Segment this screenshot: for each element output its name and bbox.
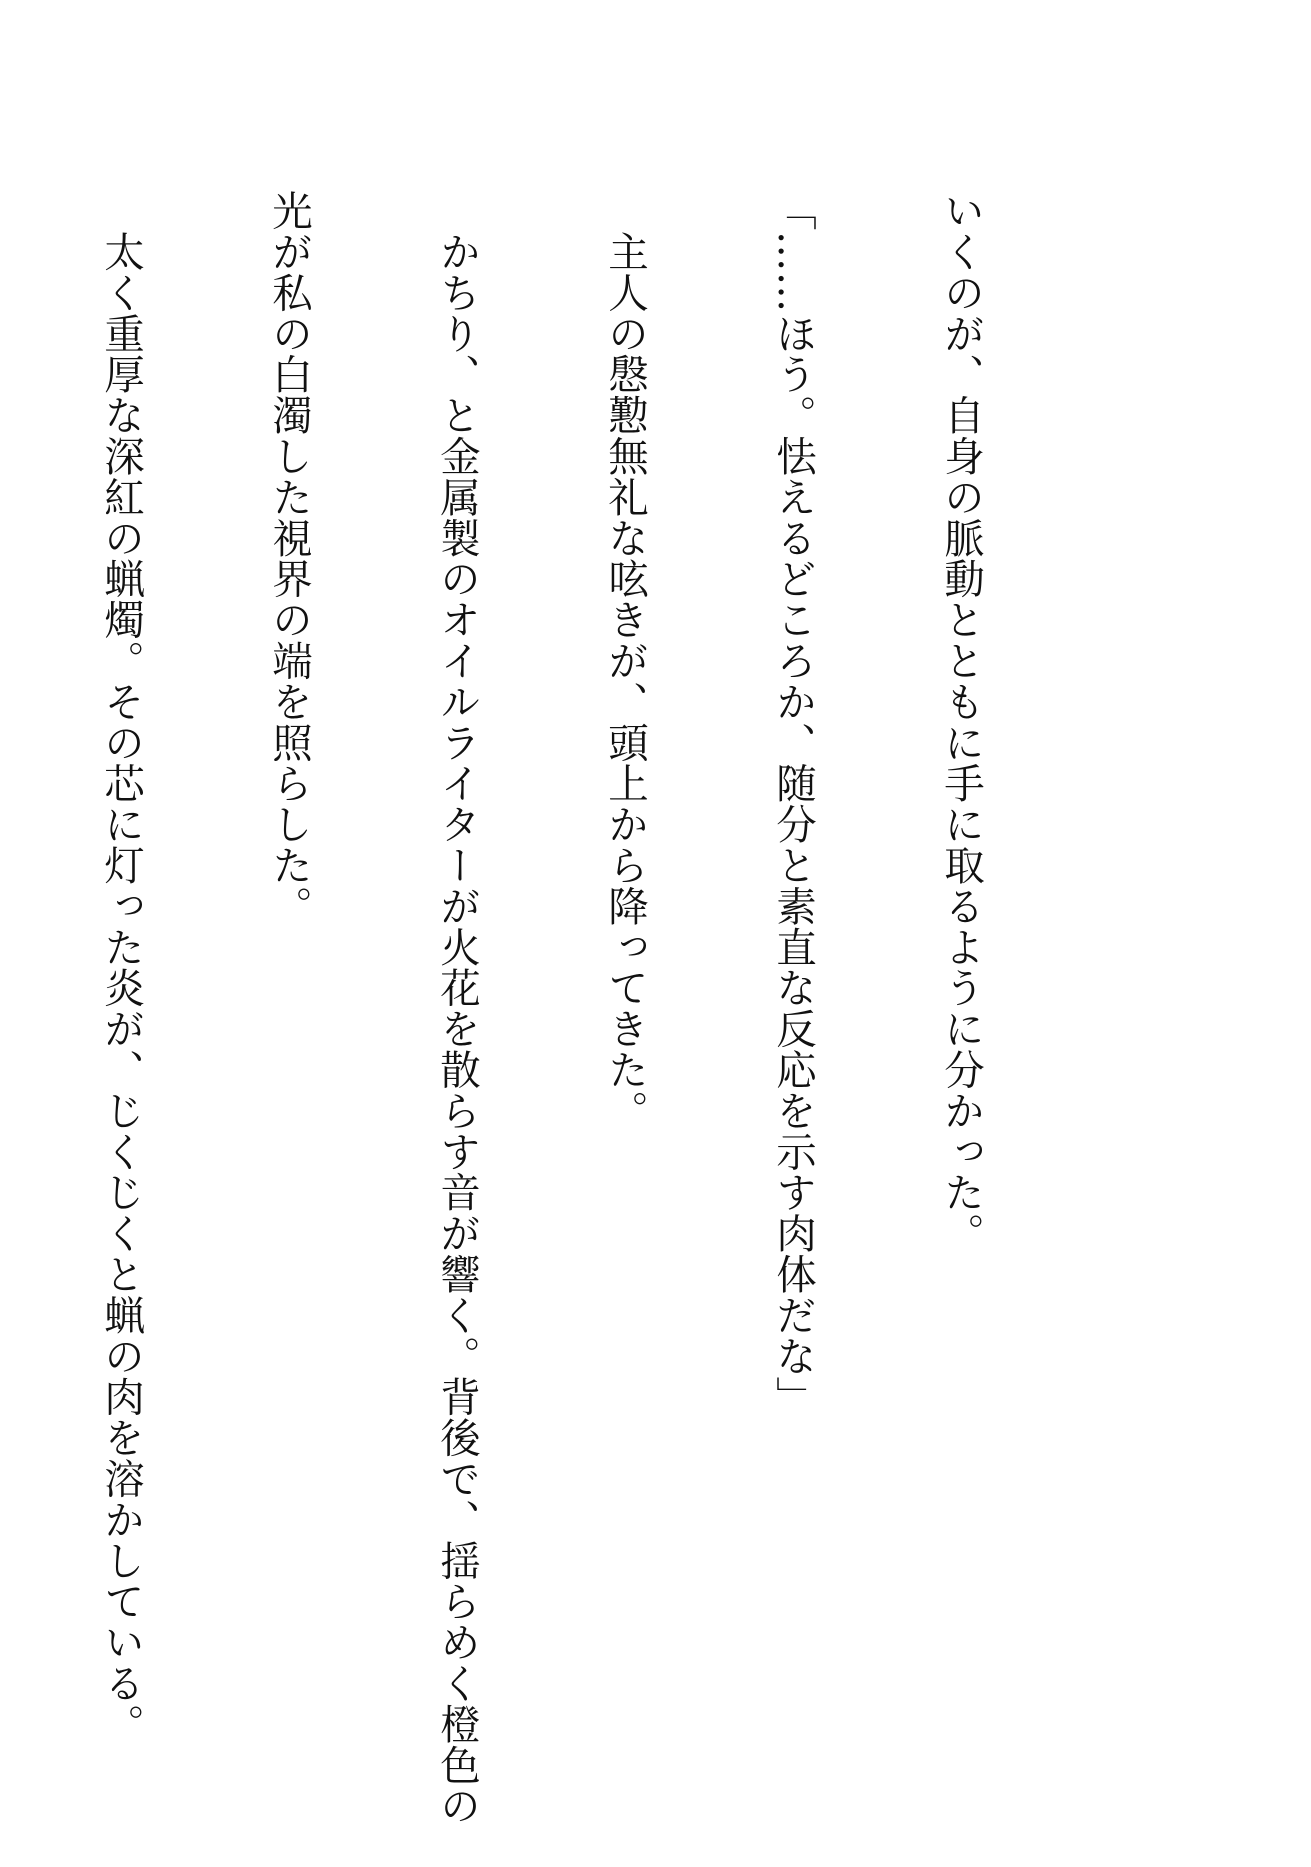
- text-line: いくのが、自身の脈動とともに手に取るように分かった。: [937, 190, 985, 1254]
- text-line: 「……ほう。怯えるどころか、随分と素直な反応を示す肉体だな」: [769, 190, 817, 1417]
- text-line: 太く重厚な深紅の蝋燭。その芯に灯った炎が、じくじくと蝋の肉を溶かしている。: [97, 190, 145, 1745]
- text-line: 主人の慇懃無礼な呟きが、頭上から降ってきた。: [601, 190, 649, 1131]
- vertical-text-body: [0, 190, 1101, 1826]
- text-line: かちり、と金属製のオイルライターが火花を散らす音が響く。背後で、揺らめく橙色の: [433, 190, 481, 1826]
- text-line: 光が私の白濁した視界の端を照らした。: [265, 190, 313, 927]
